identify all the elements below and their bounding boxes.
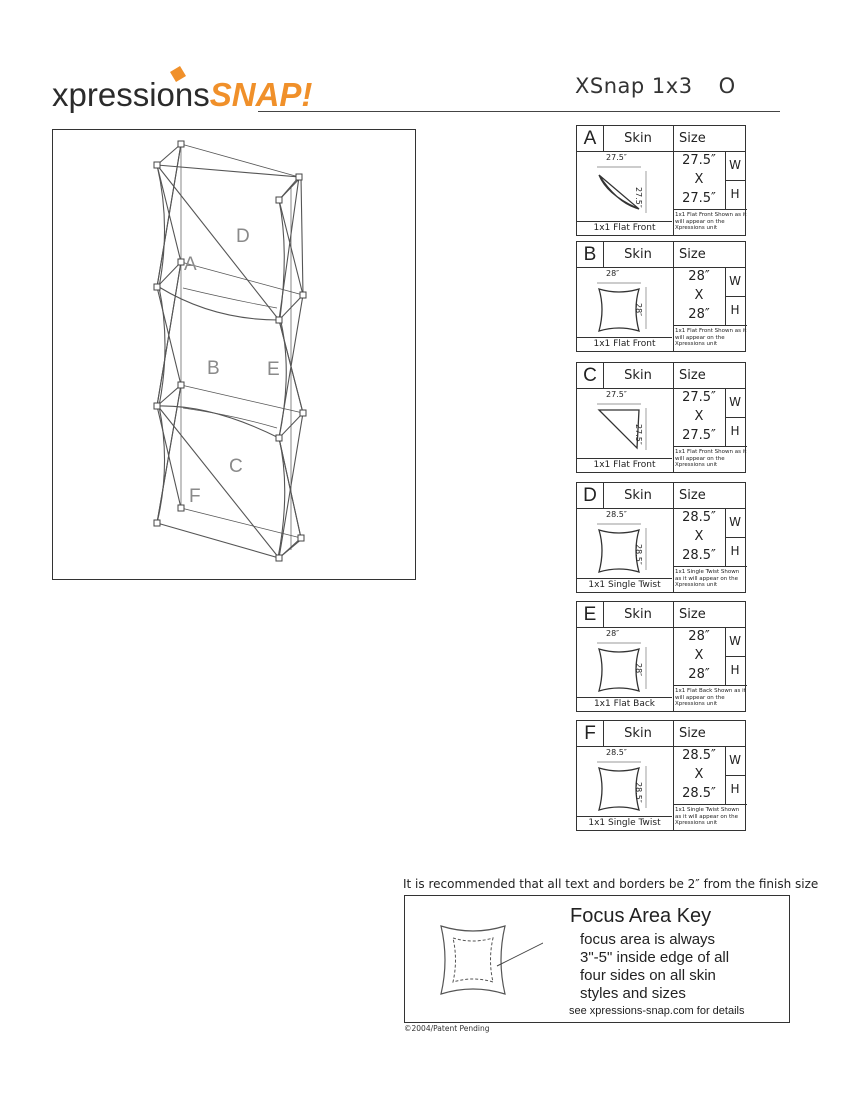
height-marker: H: [730, 303, 740, 317]
width-dimension-label: 28.5″: [606, 748, 627, 757]
skin-caption: 1x1 Single Twist: [577, 578, 672, 592]
skin-card-f: [576, 720, 746, 831]
height-dimension-label: 27.5″: [634, 424, 643, 445]
skin-note: 1x1 Flat Back Shown as it will appear on the Xpressions unit: [673, 685, 747, 711]
panel-label-e: E: [267, 359, 280, 380]
skin-letter: C: [577, 363, 604, 388]
skin-caption: 1x1 Flat Front: [577, 458, 672, 472]
width-dimension-label: 27.5″: [606, 390, 627, 399]
skin-note: 1x1 Single Twist Shown as it will appear on the Xpressions unit: [673, 566, 747, 592]
skin-letter: F: [577, 721, 604, 746]
skin-card-header: [577, 483, 745, 509]
details-link-text: see xpressions-snap.com for details: [569, 1005, 745, 1017]
skin-letter: A: [577, 126, 604, 151]
height-marker: H: [730, 663, 740, 677]
skin-card-d: [576, 482, 746, 593]
skin-width-value: 27.5″: [682, 153, 716, 168]
height-dimension-label: 27.5″: [634, 187, 643, 208]
skin-card-e: [576, 601, 746, 712]
skin-note: 1x1 Flat Front Shown as it will appear on the Xpressions unit: [673, 209, 747, 235]
skin-height-value: 28.5″: [682, 786, 716, 801]
skin-note: 1x1 Single Twist Shown as it will appear on the Xpressions unit: [673, 804, 747, 830]
skin-note: 1x1 Flat Front Shown as it will appear on the Xpressions unit: [673, 325, 747, 351]
brand-logo: [52, 62, 352, 118]
skin-caption: 1x1 Single Twist: [577, 816, 672, 830]
focus-key-line: 3"-5" inside edge of all: [580, 949, 730, 966]
skin-height-value: 28″: [688, 667, 710, 682]
skin-width-value: 27.5″: [682, 390, 716, 405]
skin-shape-diagram: [577, 151, 674, 235]
skin-card-header: [577, 126, 745, 152]
width-marker: W: [725, 746, 745, 776]
skin-letter: B: [577, 242, 604, 267]
skin-shape-icon: [577, 267, 672, 337]
skin-card-c: [576, 362, 746, 473]
height-dimension-label: 28″: [634, 663, 643, 677]
page-title: XSnap 1x3 O: [575, 74, 736, 98]
skin-dimensions: [673, 746, 726, 804]
height-marker: H: [730, 544, 740, 558]
size-column-label: Size: [679, 247, 706, 262]
skin-card-header: [577, 602, 745, 628]
skin-column-label: Skin: [603, 721, 674, 746]
skin-height-value: 28.5″: [682, 548, 716, 563]
skin-caption: 1x1 Flat Front: [577, 337, 672, 351]
logo-wordmark: xpressionsSNAP!: [52, 76, 313, 113]
skin-shape-diagram: [577, 508, 674, 592]
xsnap-frame-illustration: [53, 130, 415, 579]
skin-dimensions: [673, 267, 726, 325]
skin-card-b: [576, 241, 746, 352]
panel-label-c: C: [229, 456, 243, 477]
skin-column-label: Skin: [603, 602, 674, 627]
skin-shape-icon: [577, 627, 672, 697]
height-marker: H: [730, 424, 740, 438]
width-marker: W: [725, 151, 745, 181]
skin-column-label: Skin: [603, 483, 674, 508]
width-dimension-label: 27.5″: [606, 153, 627, 162]
panel-label-b: B: [207, 358, 220, 379]
width-dimension-label: 28″: [606, 269, 620, 278]
display-diagram-frame: [52, 129, 416, 580]
skin-shape-diagram: [577, 267, 674, 351]
size-column-label: Size: [679, 726, 706, 741]
skin-card-header: [577, 363, 745, 389]
panel-label-d: D: [236, 226, 250, 247]
skin-letter: D: [577, 483, 604, 508]
size-column-label: Size: [679, 488, 706, 503]
width-dimension-label: 28.5″: [606, 510, 627, 519]
header-divider: [258, 111, 780, 112]
skin-width-value: 28″: [688, 629, 710, 644]
skin-card-header: [577, 242, 745, 268]
width-dimension-label: 28″: [606, 629, 620, 638]
skin-caption: 1x1 Flat Front: [577, 221, 672, 235]
skin-shape-diagram: [577, 627, 674, 711]
height-marker: H: [730, 187, 740, 201]
height-marker: H: [730, 782, 740, 796]
skin-column-label: Skin: [603, 126, 674, 151]
skin-column-label: Skin: [603, 242, 674, 267]
panel-label-a: A: [184, 254, 197, 275]
skin-height-value: 28″: [688, 307, 710, 322]
focus-key-line: styles and sizes: [580, 985, 686, 1002]
skin-dimensions: [673, 151, 726, 209]
copyright-notice: ©2004/Patent Pending: [404, 1024, 490, 1033]
dimension-separator: X: [694, 172, 704, 187]
skin-caption: 1x1 Flat Back: [577, 697, 672, 711]
width-marker: W: [725, 627, 745, 657]
dimension-separator: X: [694, 288, 704, 303]
focus-key-title: Focus Area Key: [570, 905, 712, 927]
skin-dimensions: [673, 388, 726, 446]
size-column-label: Size: [679, 131, 706, 146]
skin-card-a: [576, 125, 746, 236]
height-dimension-label: 28″: [634, 303, 643, 317]
dimension-separator: X: [694, 767, 704, 782]
recommendation-note: It is recommended that all text and borders be 2″ from the finish size: [403, 877, 819, 891]
skin-column-label: Skin: [603, 363, 674, 388]
skin-shape-diagram: [577, 388, 674, 472]
dimension-separator: X: [694, 409, 704, 424]
focus-key-line: four sides on all skin: [580, 967, 716, 984]
skin-card-header: [577, 721, 745, 747]
skin-width-value: 28.5″: [682, 510, 716, 525]
size-column-label: Size: [679, 607, 706, 622]
skin-dimensions: [673, 627, 726, 685]
focus-key-line: focus area is always: [580, 931, 716, 948]
height-dimension-label: 28.5″: [634, 544, 643, 565]
size-column-label: Size: [679, 368, 706, 383]
skin-width-value: 28.5″: [682, 748, 716, 763]
width-marker: W: [725, 267, 745, 297]
skin-letter: E: [577, 602, 604, 627]
skin-note: 1x1 Flat Front Shown as it will appear on the Xpressions unit: [673, 446, 747, 472]
skin-height-value: 27.5″: [682, 428, 716, 443]
height-dimension-label: 28.5″: [634, 782, 643, 803]
dimension-separator: X: [694, 529, 704, 544]
focus-area-icon: [433, 908, 543, 1018]
width-marker: W: [725, 388, 745, 418]
skin-width-value: 28″: [688, 269, 710, 284]
dimension-separator: X: [694, 648, 704, 663]
width-marker: W: [725, 508, 745, 538]
skin-shape-diagram: [577, 746, 674, 830]
skin-dimensions: [673, 508, 726, 566]
panel-label-f: F: [189, 486, 201, 507]
skin-height-value: 27.5″: [682, 191, 716, 206]
